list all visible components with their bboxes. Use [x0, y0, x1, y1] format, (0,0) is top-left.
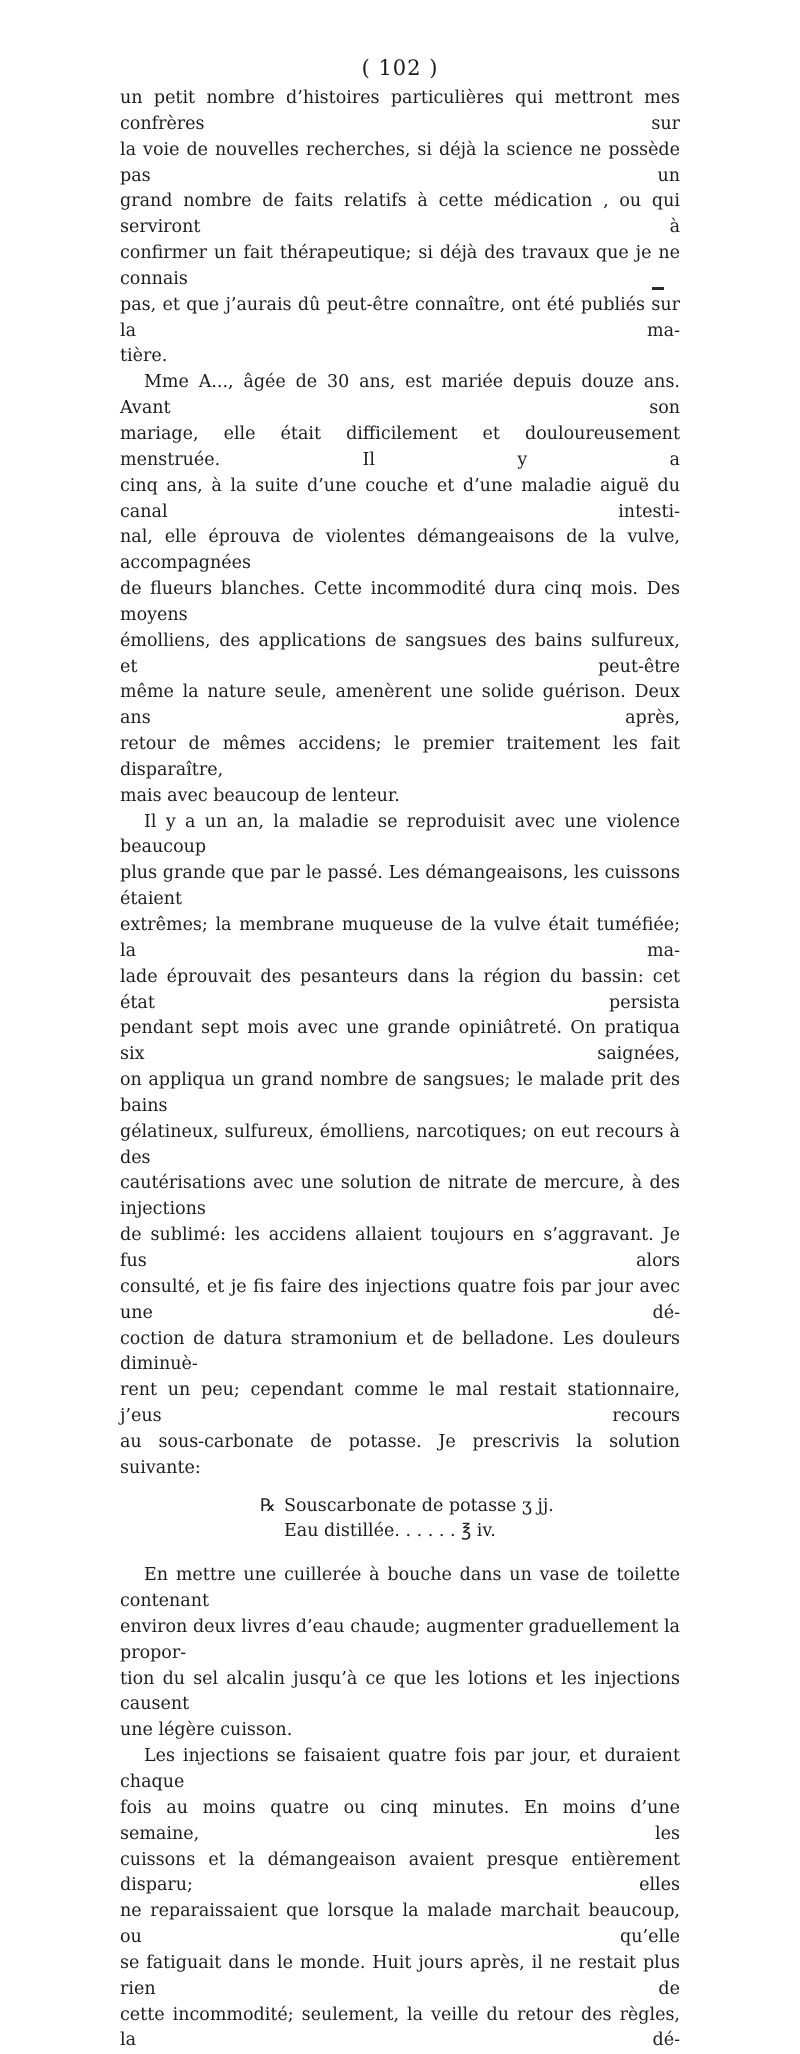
text-line: consulté, et je fis faire des injections quatre fois par jour avec une dé-	[120, 1276, 680, 1323]
text-line: un petit nombre d’histoires particulières qui mettront mes confrères sur	[120, 88, 680, 134]
prescription-formula	[120, 1494, 680, 1546]
text-line: gélatineux, sulfureux, émolliens, narcotiques; on eut recours à des	[120, 1121, 680, 1168]
text-line: ne reparaissaient que lorsque la malade marchait beaucoup, ou qu’elle	[120, 1901, 680, 1948]
text-line: tière.	[120, 346, 168, 367]
text-line: de sublimé: les accidens allaient toujours en s’aggravant. Je fus alors	[120, 1225, 680, 1271]
text-line: pas, et que j’aurais dû peut-être connaître, ont été publiés sur la ma-	[120, 294, 680, 341]
text-line: environ deux livres d’eau chaude; augmenter graduellement la propor-	[120, 1616, 680, 1663]
body-text	[120, 86, 680, 2054]
text-line: la voie de nouvelles recherches, si déjà la science ne possède pas un	[120, 139, 680, 186]
text-line: pendant sept mois avec une grande opiniâtreté. On pratiqua six saignées,	[120, 1018, 680, 1065]
text-line: grand nombre de faits relatifs à cette médication , ou qui serviront à	[120, 191, 680, 238]
text-line: se fatiguait dans le monde. Huit jours après, il ne restait plus rien de	[120, 1952, 680, 1999]
text-line: coction de datura stramonium et de belladone. Les douleurs diminuè-	[120, 1328, 680, 1375]
text-line: En mettre une cuillerée à bouche dans un vase de toilette contenant	[120, 1565, 680, 1612]
formula-ingredient-2: Eau distillée. . . . . . ℥ iv.	[284, 1521, 496, 1542]
text-line: Les injections se faisaient quatre fois par jour, et duraient chaque	[120, 1746, 680, 1792]
text-line: on appliqua un grand nombre de sangsues; le malade prit des bains	[120, 1070, 680, 1116]
text-line: retour de mêmes accidens; le premier traitement les fait disparaître,	[120, 734, 680, 780]
text-line: au sous-carbonate de potasse. Je prescrivis la solution suivante:	[120, 1431, 680, 1478]
formula-ingredient-1: Souscarbonate de potasse ʒ jj.	[284, 1495, 554, 1516]
text-line: confirmer un fait thérapeutique; si déjà des travaux que je ne connais	[120, 243, 680, 289]
text-line: fois au moins quatre ou cinq minutes. En moins d’une semaine, les	[120, 1797, 680, 1844]
page-number: ( 102 )	[361, 56, 439, 80]
text-line: mais avec beaucoup de lenteur.	[120, 785, 400, 806]
recipe-symbol-icon: ℞	[260, 1495, 276, 1516]
text-line: une légère cuisson.	[120, 1720, 293, 1741]
text-line: extrêmes; la membrane muqueuse de la vulve était tuméfiée; la ma-	[120, 915, 680, 961]
text-line: mariage, elle était difficilement et douloureusement menstruée. Il y a	[120, 423, 680, 470]
formula-line-2	[260, 1519, 680, 1545]
text-line: tion du sel alcalin jusqu’à ce que les lotions et les injections causent	[120, 1668, 680, 1715]
text-line: cinq ans, à la suite d’une couche et d’une maladie aiguë du canal intesti-	[120, 475, 680, 522]
text-line: Mme A..., âgée de 30 ans, est mariée depuis douze ans. Avant son	[120, 372, 680, 419]
text-line: même la nature seule, amenèrent une solide guérison. Deux ans après,	[120, 682, 680, 729]
text-line: lade éprouvait des pesanteurs dans la région du bassin: cet état persista	[120, 966, 680, 1013]
text-line: plus grande que par le passé. Les démangeaisons, les cuissons étaient	[120, 863, 680, 910]
text-line: Il y a un an, la maladie se reproduisit avec une violence beaucoup	[120, 811, 680, 858]
text-line: de flueurs blanches. Cette incommodité dura cinq mois. Des moyens	[120, 579, 680, 625]
text-line: cuissons et la démangeaison avaient presque entièrement disparu; elles	[120, 1849, 680, 1896]
text-line: cautérisations avec une solution de nitrate de mercure, à des injections	[120, 1173, 680, 1220]
formula-line-1	[260, 1494, 680, 1520]
text-line: nal, elle éprouva de violentes démangeaisons de la vulve, accompagnées	[120, 527, 680, 574]
text-line: émolliens, des applications de sangsues des bains sulfureux, et peut-être	[120, 630, 680, 677]
text-line: cette incommodité; seulement, la veille du retour des règles, la dé-	[120, 2004, 680, 2051]
text-line: rent un peu; cependant comme le mal restait stationnaire, j’eus recours	[120, 1380, 680, 1427]
